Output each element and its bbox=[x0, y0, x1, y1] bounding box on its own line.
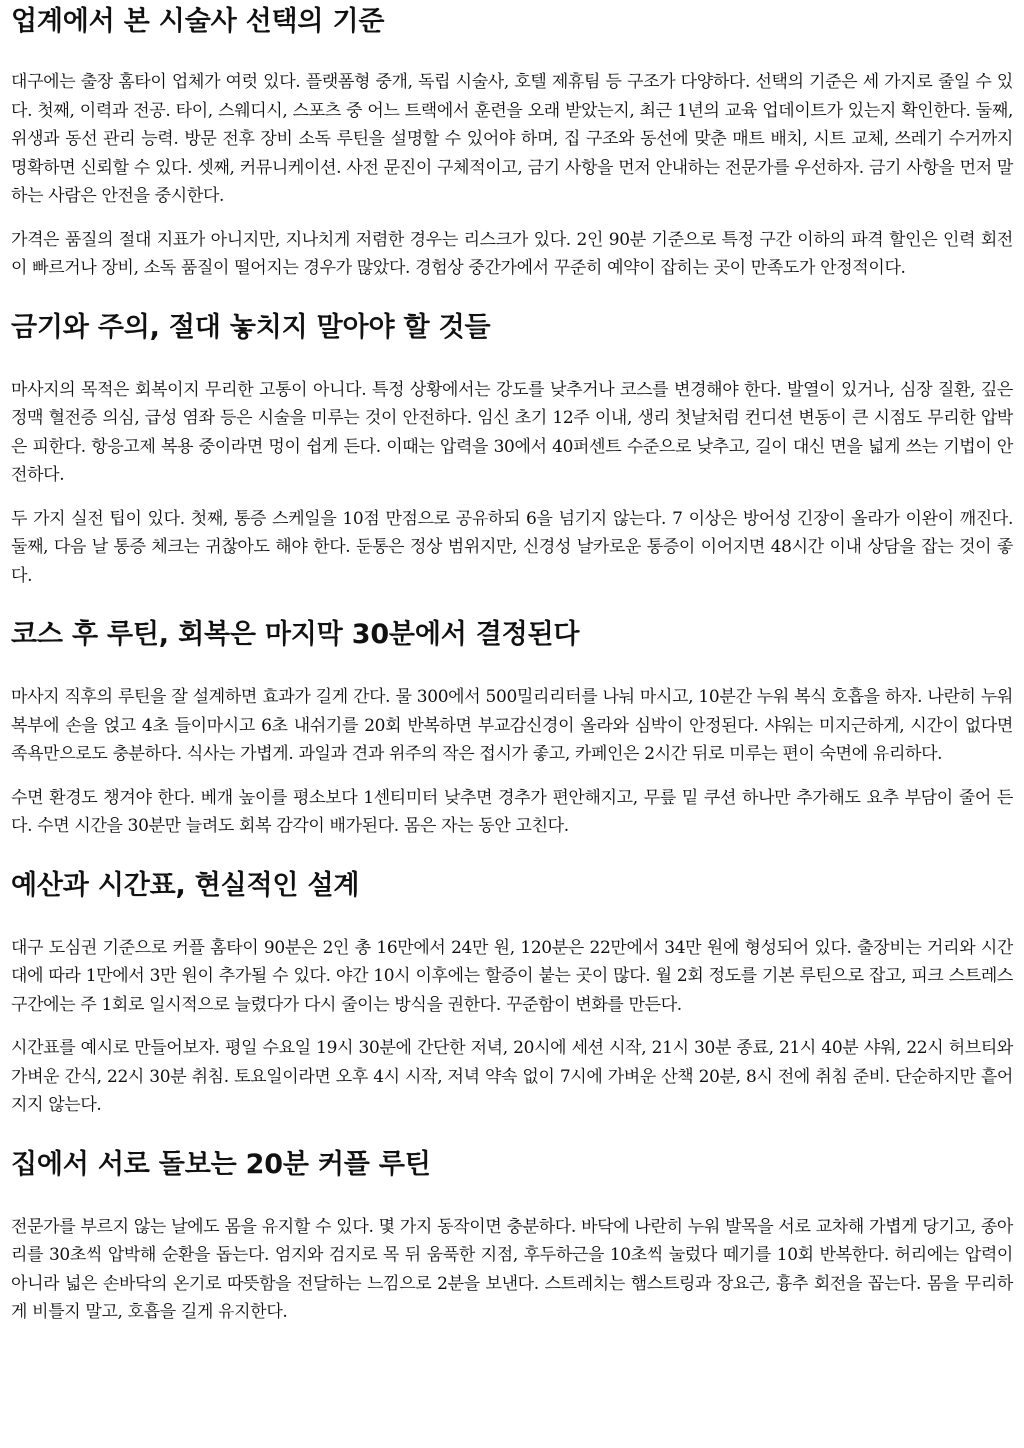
paragraph: 전문가를 부르지 않는 날에도 몸을 유지할 수 있다. 몇 가지 동작이면 충분하다. 바닥에 나란히 누워 발목을 서로 교차해 가볍게 당기고, 종아리를 30초씩 압박해 순환을 돕는다. 엄지와 검지로 목 뒤 움푹한 지점, 후두하근을 10초씩 눌렀다 떼기를 10회 반복한다. 허리에는 압력이 아니라 넓은 손바닥의 온기로 따뜻함을 전달하는 느낌으로 2분을 보낸다. 스트레치는 햄스트링과 장요근, 흉추 회전을 꼽는다. 몸을 무리하게 비틀지 말고, 호흡을 길게 유지한다. bbox=[11, 1216, 1013, 1322]
section-heading: 업계에서 본 시술사 선택의 기준 bbox=[11, 6, 385, 37]
paragraph: 시간표를 예시로 만들어보자. 평일 수요일 19시 30분에 간단한 저녁, 20시에 세션 시작, 21시 30분 종료, 21시 40분 샤워, 22시 허브티와 가벼운 간식, 22시 30분 취침. 토요일이라면 오후 4시 시작, 저녁 약속 없이 7시에 가벼운 산책 20분, 8시 전에 취침 준비. 단순하지만 흩어지지 않는다. bbox=[11, 1038, 1013, 1115]
section-home-couple-routine bbox=[11, 1147, 1013, 1327]
paragraph: 대구 도심권 기준으로 커플 홈타이 90분은 2인 총 16만에서 24만 원, 120분은 22만에서 34만 원에 형성되어 있다. 출장비는 거리와 시간대에 따라 1만에서 3만 원이 추가될 수 있다. 야간 10시 이후에는 할증이 붙는 곳이 많다. 월 2회 정도를 기본 루틴으로 잡고, 피크 스트레스 구간에는 주 1회로 일시적으로 늘렸다가 다시 줄이는 방식을 권한다. 꾸준함이 변화를 만든다. bbox=[11, 937, 1013, 1015]
section-practitioner-criteria bbox=[11, 4, 1013, 283]
section-heading: 예산과 시간표, 현실적인 설계 bbox=[11, 869, 360, 901]
section-heading: 집에서 서로 돌보는 20분 커플 루틴 bbox=[11, 1148, 431, 1180]
paragraph: 수면 환경도 챙겨야 한다. 베개 높이를 평소보다 1센티미터 낮추면 경추가 편안해지고, 무릎 밑 쿠션 하나만 추가해도 요추 부담이 줄어 든다. 수면 시간을 30분만 늘려도 회복 감각이 배가된다. 몸은 자는 동안 고친다. bbox=[11, 787, 1013, 836]
paragraph: 두 가지 실전 팁이 있다. 첫째, 통증 스케일을 10점 만점으로 공유하되 6을 넘기지 않는다. 7 이상은 방어성 긴장이 올라가 이완이 깨진다. 둘째, 다음 날 통증 체크는 귀찮아도 해야 한다. 둔통은 정상 범위지만, 신경성 날카로운 통증이 이어지면 48시간 이내 상담을 잡는 것이 좋다. bbox=[11, 508, 1013, 586]
article bbox=[11, 0, 1013, 1327]
paragraph: 마사지의 목적은 회복이지 무리한 고통이 아니다. 특정 상황에서는 강도를 낮추거나 코스를 변경해야 한다. 발열이 있거나, 심장 질환, 깊은 정맥 혈전증 의심, 급성 염좌 등은 시술을 미루는 것이 안전하다. 임신 초기 12주 이내, 생리 첫날처럼 컨디션 변동이 큰 시점도 무리한 압박은 피한다. 항응고제 복용 중이라면 멍이 쉽게 든다. 이때는 압력을 30에서 40퍼센트 수준으로 낮추고, 길이 대신 면을 넓게 쓰는 기법이 안전하다. bbox=[11, 379, 1013, 485]
section-contraindications bbox=[11, 310, 1013, 591]
paragraph: 마사지 직후의 루틴을 잘 설계하면 효과가 길게 간다. 물 300에서 500밀리리터를 나눠 마시고, 10분간 누워 복식 호흡을 하자. 나란히 누워 복부에 손을 얹고 4초 들이마시고 6초 내쉬기를 20회 반복하면 부교감신경이 올라와 심박이 안정된다. 샤워는 미지근하게, 시간이 없다면 족욕만으로도 충분하다. 식사는 가볍게. 과일과 견과 위주의 작은 접시가 좋고, 카페인은 2시간 뒤로 미루는 편이 숙면에 유리하다. bbox=[11, 687, 1013, 764]
section-budget-schedule bbox=[11, 868, 1013, 1120]
section-heading: 금기와 주의, 절대 놓치지 말아야 할 것들 bbox=[11, 311, 491, 343]
section-heading: 코스 후 루틴, 회복은 마지막 30분에서 결정된다 bbox=[11, 619, 580, 650]
paragraph: 가격은 품질의 절대 지표가 아니지만, 지나치게 저렴한 경우는 리스크가 있다. 2인 90분 기준으로 특정 구간 이하의 파격 할인은 인력 회전이 빠르거나 장비, 소독 품질이 떨어지는 경우가 많았다. 경험상 중간가에서 꾸준히 예약이 잡히는 곳이 만족도가 안정적이다. bbox=[11, 229, 1013, 278]
paragraph: 대구에는 출장 홈타이 업체가 여럿 있다. 플랫폼형 중개, 독립 시술사, 호텔 제휴팀 등 구조가 다양하다. 선택의 기준은 세 가지로 줄일 수 있다. 첫째, 이력과 전공. 타이, 스웨디시, 스포츠 중 어느 트랙에서 훈련을 오래 받았는지, 최근 1년의 교육 업데이트가 있는지 확인한다. 둘째, 위생과 동선 관리 능력. 방문 전후 장비 소독 루틴을 설명할 수 있어야 하며, 집 구조와 동선에 맞춘 매트 배치, 시트 교체, 쓰레기 수거까지 명확하면 신뢰할 수 있다. 셋째, 커뮤니케이션. 사전 문진이 구체적이고, 금기 사항을 먼저 안내하는 전문가를 우선하자. 금기 사항을 먼저 말하는 사람은 안전을 중시한다. bbox=[11, 72, 1013, 206]
section-aftercare-routine bbox=[11, 617, 1013, 841]
